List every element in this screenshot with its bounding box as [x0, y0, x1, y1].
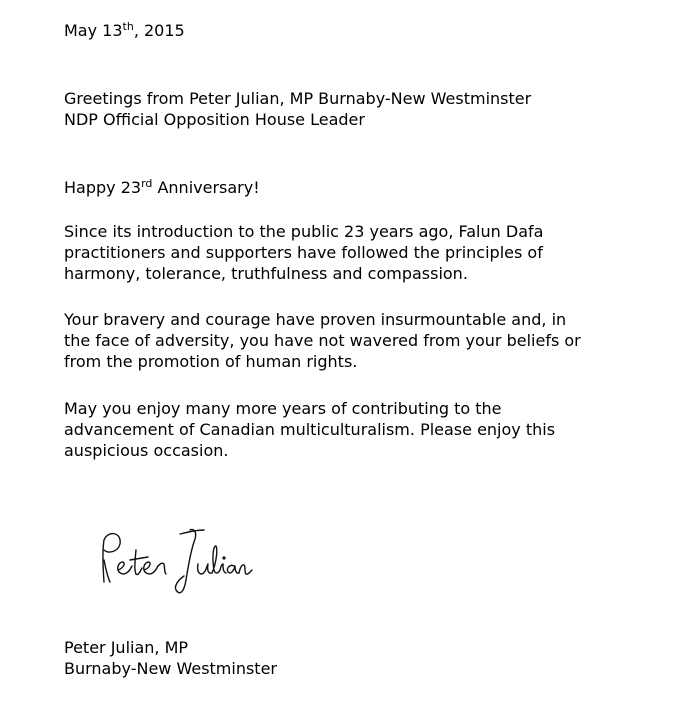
paragraph-line: auspicious occasion.: [64, 441, 229, 460]
happy-rest: Anniversary!: [152, 178, 260, 197]
date-year: , 2015: [133, 21, 185, 40]
paragraph-line: May you enjoy many more years of contributing to the: [64, 399, 502, 418]
paragraph-introduction: [64, 221, 543, 284]
paragraph-line: from the promotion of human rights.: [64, 352, 358, 371]
paragraph-line: Since its introduction to the public 23 years ago, Falun Dafa: [64, 222, 544, 241]
happy-prefix: Happy 23: [64, 178, 142, 197]
paragraph-line: harmony, tolerance, truthfulness and compassion.: [64, 264, 468, 283]
signer-riding: Burnaby-New Westminster: [64, 659, 277, 678]
paragraph-line: the face of adversity, you have not wavered from your beliefs or: [64, 331, 581, 350]
greeting-line-2: NDP Official Opposition House Leader: [64, 110, 365, 129]
paragraph-wishes: [64, 398, 555, 461]
paragraph-line: practitioners and supporters have followed the principles of: [64, 243, 543, 262]
signer-name: Peter Julian, MP: [64, 638, 189, 657]
happy-ordinal: rd: [141, 177, 153, 190]
handwritten-signature: [94, 520, 254, 600]
date-day: May 13: [64, 21, 123, 40]
paragraph-bravery: [64, 309, 581, 372]
paragraph-line: advancement of Canadian multiculturalism. Please enjoy this: [64, 420, 556, 439]
date-ordinal: th: [122, 20, 134, 33]
anniversary-greeting: [64, 177, 260, 198]
letter-date: [64, 20, 185, 41]
greeting-line-1: Greetings from Peter Julian, MP Burnaby-New Westminster: [64, 89, 532, 108]
signature-block: [64, 637, 277, 679]
paragraph-line: Your bravery and courage have proven insurmountable and, in: [64, 310, 567, 329]
greeting-block: [64, 88, 531, 130]
